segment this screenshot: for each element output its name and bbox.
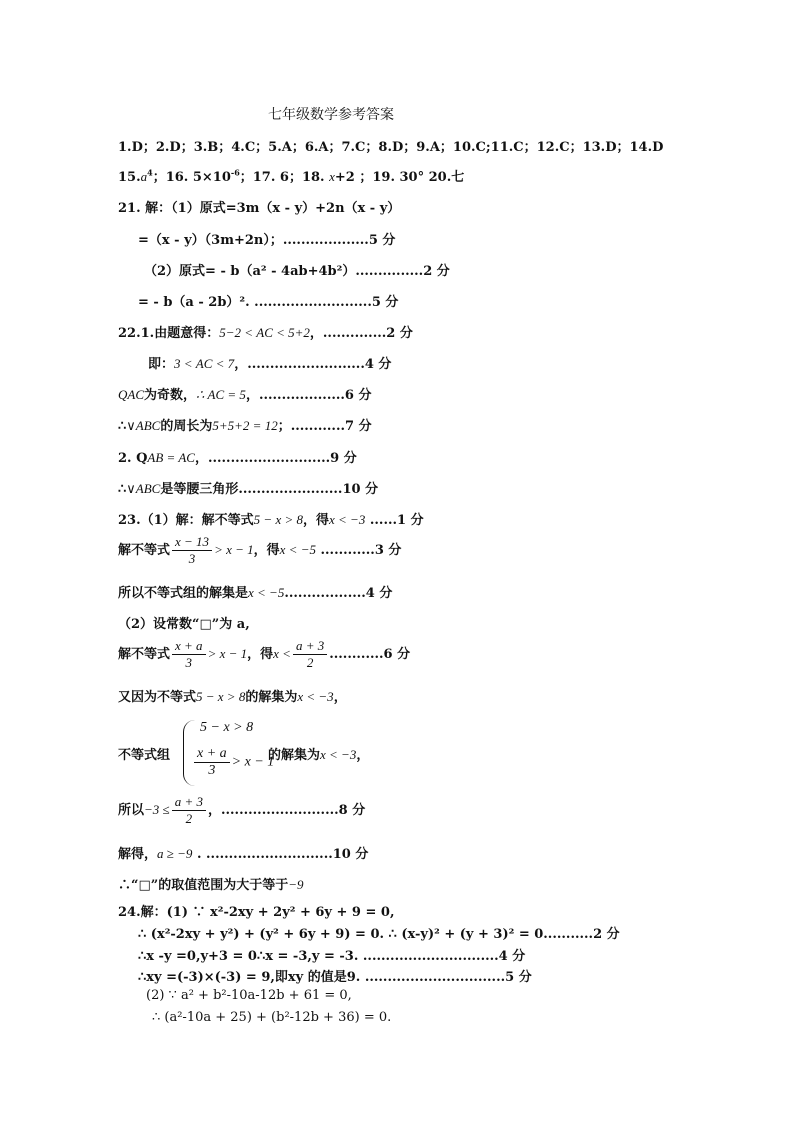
- text: +2 ；19. 30° 20.七: [334, 170, 465, 185]
- q24-line-2: ∴ (x²-2xy + y²) + (y² + 6y + 9) = 0. ∴ (x-y)² + (y + 3)² = 0...........2 分: [138, 927, 620, 942]
- text: 15.: [118, 170, 141, 185]
- math: −9: [288, 877, 304, 892]
- q24-line-3: ∴x -y =0,y+3 = 0∴x = -3,y = -3. ..............................4 分: [138, 949, 526, 964]
- numerator: x − 13: [172, 534, 212, 551]
- math: AB = AC: [147, 450, 195, 465]
- text: ∴: [118, 419, 127, 434]
- q23-line-4: （2）设常数“□”为 a,: [118, 617, 250, 632]
- text: 的解集为: [245, 690, 298, 705]
- math: x < −3: [329, 512, 366, 527]
- text: 解不等式: [118, 647, 171, 662]
- text: 解得，: [118, 847, 158, 862]
- q23-line-7-rest: [268, 744, 369, 763]
- text: 23.（1）解：解不等式: [118, 513, 254, 528]
- text: ，...........................9 分: [194, 451, 357, 466]
- text: ，: [333, 690, 347, 705]
- math: a: [140, 169, 148, 184]
- text: 的解集为: [268, 748, 321, 763]
- text: ，得: [247, 647, 274, 662]
- q21-line-2: =（x - y）（3m+2n）；...................5 分: [138, 233, 396, 248]
- math: 5 − x > 8: [253, 512, 303, 527]
- text: ∴“□”的取值范围为大于等于: [118, 878, 289, 893]
- denominator: 2: [185, 811, 193, 826]
- text: 解不等式: [118, 543, 171, 558]
- text: ，..........................8 分: [207, 803, 366, 818]
- q22-line-4: [118, 415, 372, 434]
- sup: -6: [230, 167, 240, 178]
- system-row-2: [192, 746, 274, 779]
- fraction: [194, 746, 230, 779]
- q21-line-4: = - b（a - 2b）². ..........................5 分: [138, 295, 399, 310]
- q22-line-5: [118, 447, 357, 466]
- math: > x − 1: [214, 542, 254, 557]
- text: 又因为不等式: [118, 690, 197, 705]
- answer-line-1: 1.D；2.D；3.B；4.C；5.A；6.A；7.C；8.D；9.A；10.C;11.C；12.C；13.D；14.D: [118, 140, 664, 155]
- text: 所以不等式组的解集是: [118, 586, 249, 601]
- text: ............3 分: [315, 543, 402, 558]
- denominator: 3: [185, 655, 193, 670]
- math: x <: [273, 646, 291, 661]
- fraction: [172, 638, 206, 671]
- q23-line-3: [118, 582, 392, 601]
- text: ，得: [303, 513, 330, 528]
- text: ，..........................4 分: [234, 357, 392, 372]
- math: 5−2 < AC < 5+2: [219, 325, 310, 340]
- fraction: [172, 534, 212, 567]
- text: ，: [356, 748, 370, 763]
- q22-line-3: [118, 384, 372, 403]
- text: ，..............2 分: [309, 326, 413, 341]
- text: ∴: [118, 482, 127, 497]
- q24-line-1: 24.解：(1) ∵ x²-2xy + 2y² + 6y + 9 = 0,: [118, 905, 395, 920]
- q23-line-8: [118, 794, 365, 827]
- text: 即：: [148, 357, 175, 372]
- answer-line-2: [118, 166, 464, 185]
- math: ∨ABC: [126, 418, 161, 433]
- text: 为奇数，: [144, 388, 197, 403]
- math: ∴ AC = 5: [196, 387, 246, 402]
- math: x: [329, 169, 335, 184]
- text: 所以: [118, 803, 145, 818]
- math: a ≥ −9: [157, 846, 193, 861]
- text: ；17. 6；18.: [239, 170, 330, 185]
- numerator: x + a: [172, 638, 206, 655]
- q24-line-6: ∴ (a²-10a + 25) + (b²-12b + 36) = 0.: [152, 1010, 392, 1025]
- math: −3 ≤: [144, 802, 170, 817]
- text: ..................4 分: [284, 586, 393, 601]
- q23-line-10: [118, 874, 304, 893]
- q23-line-9: [118, 843, 368, 862]
- q21-line-3: （2）原式= - b（a² - 4ab+4b²）...............2 分: [144, 264, 450, 279]
- text: . ............................10 分: [192, 847, 369, 862]
- math: x < −5: [279, 542, 316, 557]
- q22-line-2: [148, 353, 391, 372]
- text: ；............7 分: [277, 419, 372, 434]
- q23-line-1: [118, 509, 424, 528]
- q23-line-6: [118, 686, 347, 705]
- math: x < −3: [320, 747, 357, 762]
- q22-line-6: [118, 478, 378, 497]
- fraction: [293, 638, 327, 671]
- q24-line-4: ∴xy =(-3)×(-3) = 9,即xy 的值是9. ...............................5 分: [138, 970, 532, 985]
- text: ；16. 5×10: [152, 170, 231, 185]
- text: ，...................6 分: [245, 388, 372, 403]
- fraction: [172, 794, 206, 827]
- math: 5 − x > 8: [196, 689, 246, 704]
- numerator: a + 3: [172, 794, 206, 811]
- sup: 4: [147, 167, 153, 178]
- q22-line-1: [118, 322, 413, 341]
- q23-line-2: [118, 534, 401, 567]
- denominator: 2: [306, 655, 314, 670]
- math: AC: [127, 387, 145, 402]
- q23-line-5: [118, 638, 410, 671]
- text: ，得: [253, 543, 280, 558]
- q23-line-7-label: 不等式组: [118, 748, 171, 763]
- math: x < −3: [297, 689, 334, 704]
- numerator: x + a: [194, 746, 230, 763]
- text: 2. Q: [118, 451, 148, 466]
- denominator: 3: [188, 551, 196, 566]
- system-row-1: 5 − x > 8: [200, 720, 254, 735]
- page-title: 七年级数学参考答案: [268, 107, 394, 123]
- text: 的周长为: [160, 419, 213, 434]
- math: > x − 1: [207, 646, 248, 661]
- text: 22.1.由题意得：: [118, 326, 220, 341]
- denominator: 3: [208, 763, 216, 778]
- text: ............6 分: [329, 647, 411, 662]
- math: > x − 1: [231, 754, 275, 770]
- math: x < −5: [248, 585, 285, 600]
- math: 3 < AC < 7: [174, 356, 235, 371]
- text: 是等腰三角形.......................10 分: [160, 482, 379, 497]
- q24-line-5: (2) ∵ a² + b²-10a-12b + 61 = 0,: [146, 988, 352, 1003]
- math: Q: [118, 387, 128, 402]
- numerator: a + 3: [293, 638, 327, 655]
- math: ∨ABC: [126, 481, 161, 496]
- math: 5+5+2 = 12: [212, 418, 278, 433]
- text: ......1 分: [365, 513, 424, 528]
- q21-line-1: 21. 解：（1）原式=3m（x - y）+2n（x - y）: [118, 201, 401, 216]
